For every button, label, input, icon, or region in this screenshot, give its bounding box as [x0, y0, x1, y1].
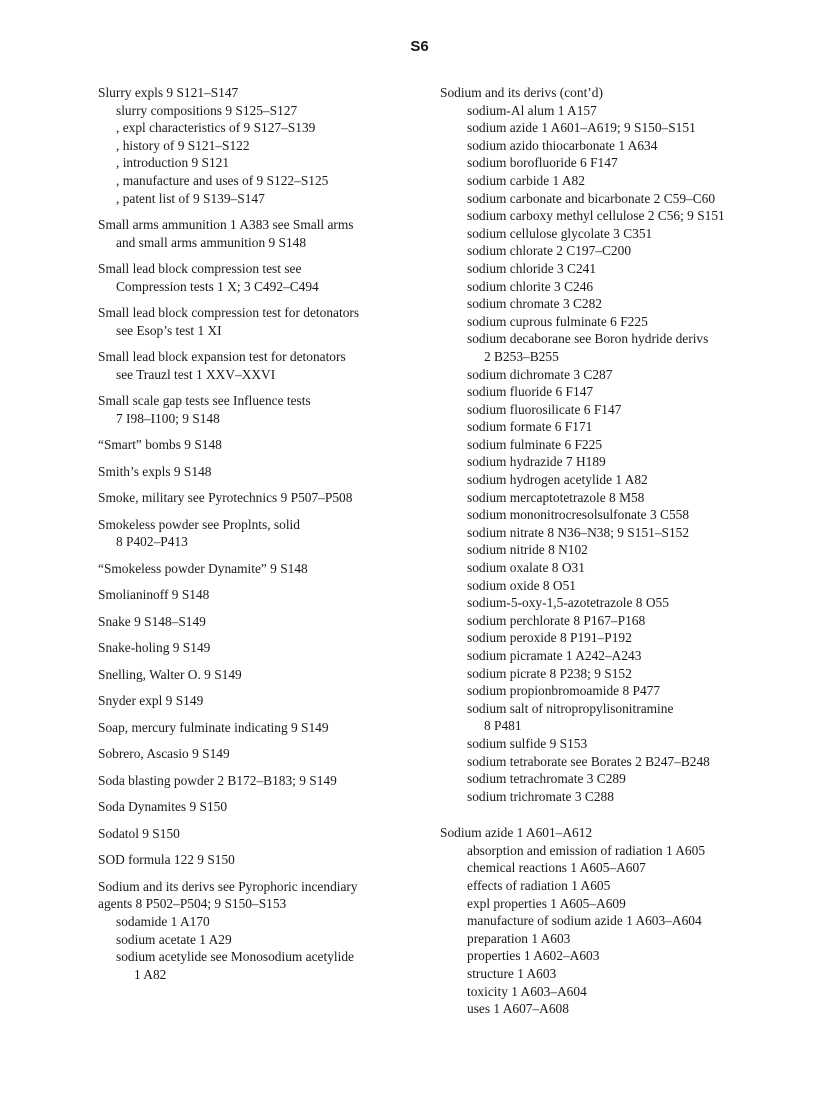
sub-entry: effects of radiation 1 A605 [467, 878, 611, 894]
sub-entry: sodium picramate 1 A242–A243 [467, 648, 642, 663]
entry-heading-continued: agents 8 P502–P504; 9 S150–S153 [98, 896, 287, 912]
sub-entry: sodium azido thiocarbonate 1 A634 [467, 137, 658, 153]
sub-entry: sodium nitride 8 N102 [467, 542, 588, 558]
entry-continuation: 8 P402–P413 [116, 534, 188, 550]
sub-entry: sodium peroxide 8 P191–P192 [467, 630, 632, 646]
sub-entry: sodium formate 6 F171 [467, 419, 593, 435]
entry-heading: Sodatol 9 S150 [98, 825, 180, 841]
sub-entry: sodium picrate 8 P238; 9 S152 [467, 665, 632, 681]
index-entry [98, 216, 428, 251]
sub-entry: sodium fulminate 6 F225 [467, 436, 603, 452]
entry-heading: SOD formula 122 9 S150 [98, 852, 235, 868]
index-entry [98, 798, 428, 816]
index-entry [98, 639, 428, 657]
sub-entry: sodium acetylide see Monosodium acetylide [116, 949, 354, 965]
sub-entry: preparation 1 A603 [467, 930, 571, 946]
sub-entry: sodium carboxy methyl cellulose 2 C56; 9 S151 [467, 208, 725, 224]
index-entry [98, 489, 428, 507]
entry-heading: Smolianinoff 9 S148 [98, 587, 210, 603]
sub-entry-continuation: 2 B253–B255 [484, 348, 559, 364]
sub-entry: , history of 9 S121–S122 [116, 137, 250, 153]
sub-entry: sodium perchlorate 8 P167–P168 [467, 612, 646, 628]
sub-entry: sodium chlorate 2 C197–C200 [467, 243, 632, 259]
sub-entry: sodium hydrogen acetylide 1 A82 [467, 472, 648, 488]
index-entry [98, 666, 428, 684]
entry-heading: Small arms ammunition 1 A383 see Small arms [98, 217, 354, 233]
sub-entry: sodium propionbromoamide 8 P477 [467, 683, 661, 699]
sub-entry: sodium carbide 1 A82 [467, 172, 585, 188]
sub-entry: sodium hydrazide 7 H189 [467, 454, 606, 470]
index-entry [440, 824, 825, 1018]
sub-entry: sodium chloride 3 C241 [467, 260, 597, 276]
entry-heading: Snake 9 S148–S149 [98, 613, 206, 629]
index-entry [98, 84, 428, 207]
entry-continuation: Compression tests 1 X; 3 C492–C494 [116, 278, 319, 294]
entry-heading: Sodium and its derivs see Pyrophoric incendiary [98, 878, 358, 894]
entry-heading: Soda Dynamites 9 S150 [98, 799, 228, 815]
index-entry [98, 348, 428, 383]
entry-heading: Small lead block compression test for detonators [98, 305, 360, 321]
sub-entry: , patent list of 9 S139–S147 [116, 190, 265, 206]
sub-entry: sodium sulfide 9 S153 [467, 735, 588, 751]
entry-heading: Snelling, Walter O. 9 S149 [98, 666, 242, 682]
sub-entry: sodium oxide 8 O51 [467, 577, 576, 593]
sub-entry: toxicity 1 A603–A604 [467, 983, 587, 999]
sub-entry: sodium chlorite 3 C246 [467, 278, 594, 294]
sub-entry: sodium borofluoride 6 F147 [467, 155, 618, 171]
page-number: S6 [410, 38, 429, 55]
entry-continuation: and small arms ammunition 9 S148 [116, 234, 307, 250]
sub-entry: sodium carbonate and bicarbonate 2 C59–C60 [467, 190, 716, 206]
entry-heading: Soda blasting powder 2 B172–B183; 9 S149 [98, 772, 337, 788]
sub-entry-continuation: 8 P481 [484, 718, 522, 734]
sub-entry: chemical reactions 1 A605–A607 [467, 860, 646, 876]
sub-entry: uses 1 A607–A608 [467, 1001, 569, 1017]
sub-entry: sodium mononitrocresolsulfonate 3 C558 [467, 507, 690, 523]
index-entry [98, 613, 428, 631]
sub-entry: manufacture of sodium azide 1 A603–A604 [467, 913, 702, 929]
entry-heading: Smokeless powder see Proplnts, solid [98, 516, 300, 532]
sub-entry: absorption and emission of radiation 1 A605 [467, 842, 706, 858]
entry-heading: Small lead block expansion test for detonators [98, 349, 346, 365]
sub-entry: sodium azide 1 A601–A619; 9 S150–S151 [467, 120, 696, 136]
entry-heading: Smoke, military see Pyrotechnics 9 P507–P508 [98, 490, 353, 506]
entry-heading: “Smokeless powder Dynamite” 9 S148 [98, 560, 308, 576]
index-entry [98, 586, 428, 604]
sub-entry: sodium salt of nitropropylisonitramine [467, 700, 674, 716]
sub-entry: properties 1 A602–A603 [467, 948, 600, 964]
index-entry [98, 745, 428, 763]
entry-heading: Soap, mercury fulminate indicating 9 S149 [98, 719, 329, 735]
entry-continuation: see Esop’s test 1 XI [116, 322, 222, 338]
sub-entry: sodium-Al alum 1 A157 [467, 102, 597, 118]
index-entry [98, 392, 428, 427]
entry-heading: Small lead block compression test see [98, 261, 302, 277]
sub-entry: sodium fluoride 6 F147 [467, 384, 594, 400]
index-entry [98, 692, 428, 710]
entry-heading: Sobrero, Ascasio 9 S149 [98, 746, 230, 762]
entry-heading: “Smart” bombs 9 S148 [98, 437, 222, 453]
sub-entry: sodium tetraborate see Borates 2 B247–B248 [467, 753, 710, 769]
index-entry [98, 825, 428, 843]
index-entry [98, 560, 428, 578]
entry-heading: Slurry expls 9 S121–S147 [98, 85, 239, 100]
index-entry [98, 516, 428, 551]
index-entry [98, 719, 428, 737]
sub-entry: , manufacture and uses of 9 S122–S125 [116, 172, 329, 188]
sub-entry: , introduction 9 S121 [116, 155, 230, 171]
sub-entry: sodamide 1 A170 [116, 913, 210, 929]
sub-entry: sodium trichromate 3 C288 [467, 788, 614, 804]
left-column [98, 84, 428, 992]
sub-entry: expl properties 1 A605–A609 [467, 895, 626, 911]
sub-entry: sodium acetate 1 A29 [116, 931, 232, 947]
entry-heading: Snyder expl 9 S149 [98, 693, 204, 709]
index-entry [98, 304, 428, 339]
sub-entry: slurry compositions 9 S125–S127 [116, 102, 298, 118]
index-entry [98, 851, 428, 869]
entry-continuation: 7 I98–I100; 9 S148 [116, 410, 220, 426]
sub-entry: sodium fluorosilicate 6 F147 [467, 401, 622, 417]
sub-entry-continuation: 1 A82 [134, 966, 167, 982]
sub-entry: sodium cuprous fulminate 6 F225 [467, 313, 648, 329]
index-entry [98, 772, 428, 790]
index-entry [98, 436, 428, 454]
sub-entry: sodium cellulose glycolate 3 C351 [467, 225, 653, 241]
sub-entry: sodium dichromate 3 C287 [467, 366, 613, 382]
entry-spacer [440, 814, 825, 824]
entry-heading: Small scale gap tests see Influence tests [98, 393, 311, 409]
entry-heading: Sodium azide 1 A601–A612 [440, 825, 593, 841]
sub-entry: sodium tetrachromate 3 C289 [467, 771, 626, 787]
sub-entry: sodium oxalate 8 O31 [467, 560, 585, 576]
entry-heading: Sodium and its derivs (cont’d) [440, 85, 603, 100]
sub-entry: sodium chromate 3 C282 [467, 296, 603, 312]
sub-entry: sodium-5-oxy-1,5-azotetrazole 8 O55 [467, 595, 669, 611]
index-entry [98, 463, 428, 481]
sub-entry: sodium nitrate 8 N36–N38; 9 S151–S152 [467, 524, 690, 540]
right-column [440, 84, 825, 1027]
sub-entry: sodium decaborane see Boron hydride derivs [467, 331, 709, 347]
index-entry [440, 84, 825, 805]
index-entry [98, 260, 428, 295]
sub-entry: sodium mercaptotetrazole 8 M58 [467, 489, 645, 505]
entry-heading: Snake-holing 9 S149 [98, 640, 211, 656]
sub-entry: structure 1 A603 [467, 965, 557, 981]
index-entry [98, 878, 428, 984]
entry-heading: Smith’s expls 9 S148 [98, 463, 212, 479]
entry-continuation: see Trauzl test 1 XXV–XXVI [116, 366, 276, 382]
sub-entry: , expl characteristics of 9 S127–S139 [116, 120, 316, 136]
